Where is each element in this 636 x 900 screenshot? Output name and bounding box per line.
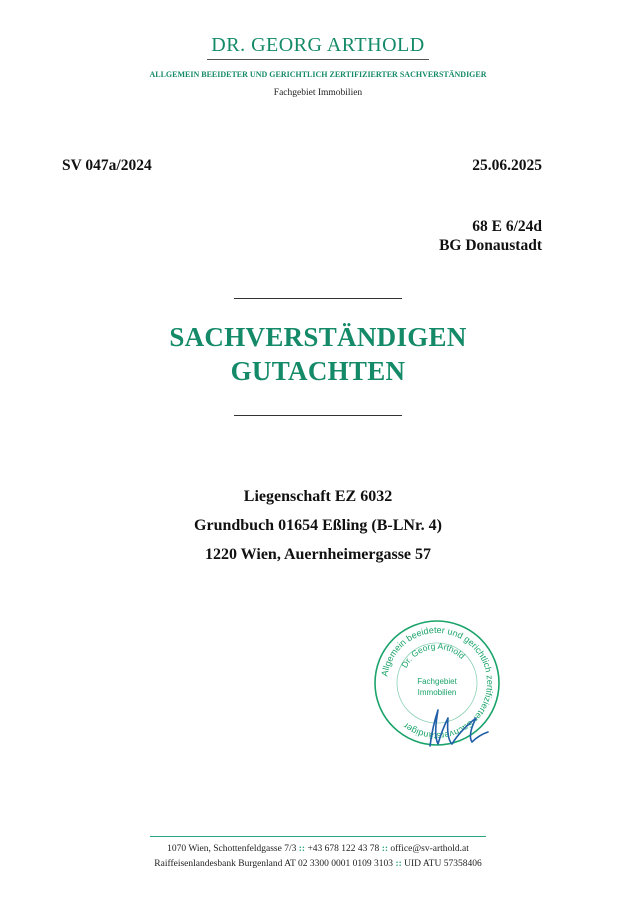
svg-text:Immobilien: Immobilien — [417, 688, 457, 697]
footer-separator: :: — [381, 844, 389, 854]
letterhead-subtitle: ALLGEMEIN BEEIDETER UND GERICHTLICH ZERTIFIZIERTER SACHVERSTÄNDIGER — [149, 70, 487, 79]
footer-email: office@sv-arthold.at — [390, 844, 469, 854]
document-date: 25.06.2025 — [472, 157, 542, 174]
property-ez: Liegenschaft EZ 6032 — [243, 488, 393, 505]
title-divider-top — [234, 298, 402, 299]
footer-separator: :: — [395, 859, 402, 869]
title-line-1: SACHVERSTÄNDIGEN — [169, 322, 467, 352]
footer-phone: +43 678 122 43 78 — [307, 844, 380, 854]
footer-uid: UID ATU 57358406 — [404, 859, 482, 869]
title-divider-bottom — [234, 415, 402, 416]
case-number: SV 047a/2024 — [62, 157, 152, 174]
footer-address: 1070 Wien, Schottenfeldgasse 7/3 — [167, 844, 297, 854]
svg-text:Fachgebiet: Fachgebiet — [417, 677, 457, 686]
letterhead-divider — [207, 59, 429, 60]
svg-text:Allgemein beeideter und gerich: Allgemein beeideter und gerichtlich zertifizierter Sachverständiger — [379, 624, 496, 742]
footer-separator: :: — [298, 844, 306, 854]
official-stamp — [372, 618, 502, 748]
svg-text:Dr. Georg Arthold: Dr. Georg Arthold — [399, 640, 468, 670]
property-address: 1220 Wien, Auernheimergasse 57 — [204, 546, 432, 563]
stamp-seal-icon — [372, 618, 502, 748]
court-name: BG Donaustadt — [439, 237, 542, 254]
footer-divider — [150, 836, 486, 837]
footer — [0, 842, 636, 872]
document-title — [0, 320, 636, 388]
letterhead-field: Fachgebiet Immobilien — [273, 88, 363, 98]
footer-bank-line — [0, 857, 636, 872]
footer-contact-line — [0, 842, 636, 857]
footer-bank: Raiffeisenlandesbank Burgenland AT 02 3300 0001 0109 3103 — [154, 859, 394, 869]
property-grundbuch: Grundbuch 01654 Eßling (B-LNr. 4) — [194, 517, 442, 534]
title-line-2: GUTACHTEN — [230, 356, 406, 386]
letterhead-name: DR. GEORG ARTHOLD — [211, 34, 425, 56]
property-details — [0, 482, 636, 569]
court-file-number: 68 E 6/24d — [472, 218, 542, 235]
court-reference — [439, 217, 542, 255]
